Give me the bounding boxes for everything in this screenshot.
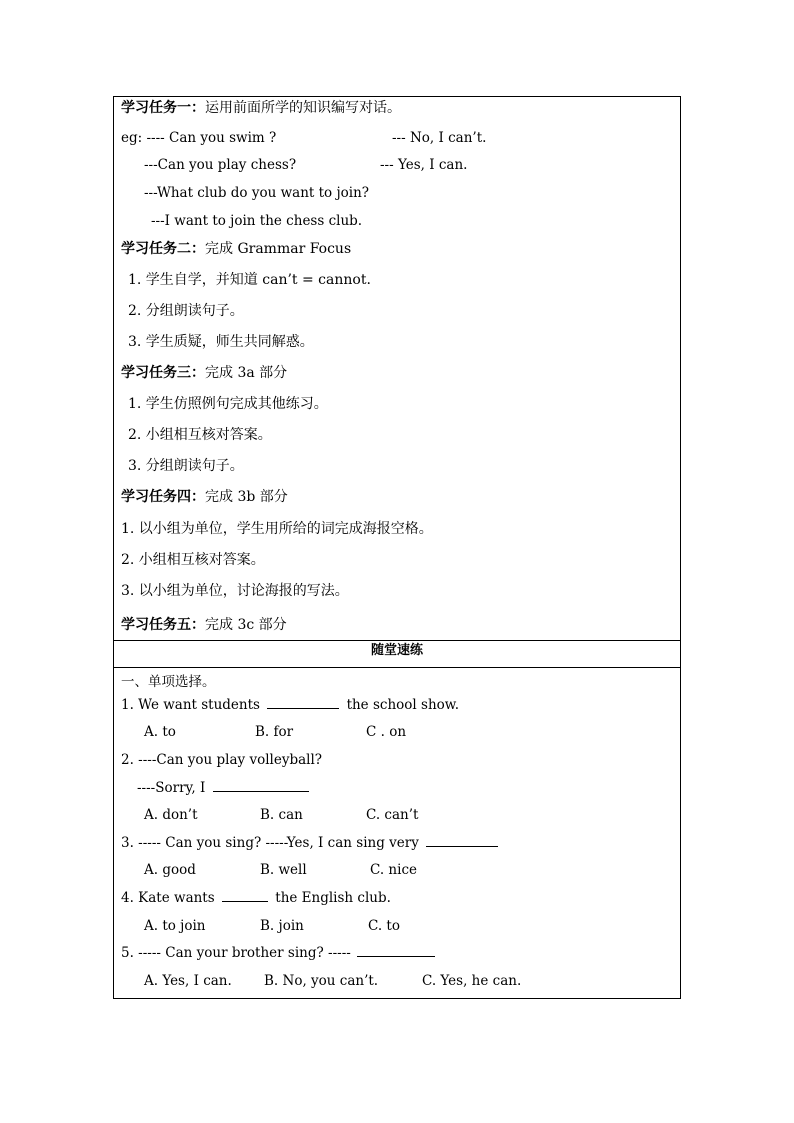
list-item: 3. 分组朗读句子。 [128,458,244,474]
option[interactable]: A. good [144,862,196,878]
answer-blank[interactable] [426,834,498,847]
question-2-reply [137,779,309,797]
question-1 [121,696,459,714]
answer-blank[interactable] [357,944,435,957]
option[interactable]: C. nice [370,862,417,878]
task2-desc: 完成 Grammar Focus [205,241,352,257]
question-text: 5. ----- Can your brother sing? ----- [121,945,351,961]
option[interactable]: A. don’t [144,807,198,823]
question-4 [121,889,391,907]
list-item: 1. 学生自学，并知道 can’t = cannot. [128,272,371,288]
question-text: the school show. [346,697,460,713]
task4-desc: 完成 3b 部分 [205,489,288,505]
practice-heading: 随堂速练 [370,643,423,658]
question-2: 2. ----Can you play volleyball? [121,752,323,768]
list-item: 3. 以小组为单位，讨论海报的写法。 [121,583,349,599]
question-5 [121,944,435,962]
list-item: 2. 分组朗读句子。 [128,303,244,319]
option[interactable]: B. join [260,918,304,934]
row-divider [114,667,680,668]
dialog-line: --- No, I can’t. [392,130,487,146]
option[interactable]: C. to [368,918,400,934]
question-text: the English club. [275,890,391,906]
answer-blank[interactable] [267,696,339,709]
question-3 [121,834,498,852]
task5-heading [121,616,287,634]
option[interactable]: B. for [255,724,294,740]
task1-desc: 运用前面所学的知识编写对话。 [205,100,401,116]
option[interactable]: A. to [144,724,176,740]
list-item: 3. 学生质疑，师生共同解惑。 [128,334,314,350]
task4-heading [121,488,288,506]
task5-title: 学习任务五： [121,617,205,633]
row-divider [114,640,680,641]
section-title: 一、单项选择。 [121,674,216,690]
task4-title: 学习任务四： [121,489,205,505]
task3-desc: 完成 3a 部分 [205,365,288,381]
task3-title: 学习任务三： [121,365,205,381]
task5-desc: 完成 3c 部分 [205,617,287,633]
list-item: 1. 学生仿照例句完成其他练习。 [128,396,328,412]
option[interactable]: A. to join [144,918,206,934]
option[interactable]: B. No, you can’t. [264,973,379,989]
question-text: 1. We want students [121,697,260,713]
list-item: 2. 小组相互核对答案。 [128,427,272,443]
dialog-line: --- Yes, I can. [380,157,468,173]
task2-title: 学习任务二： [121,241,205,257]
option[interactable]: C. can’t [366,807,419,823]
task1-heading [121,99,401,117]
option[interactable]: C. Yes, he can. [422,973,522,989]
answer-blank[interactable] [213,779,309,792]
dialog-line: ---What club do you want to join? [144,185,370,201]
option[interactable]: B. well [260,862,307,878]
question-text: ----Sorry, I [137,780,206,796]
option[interactable]: B. can [260,807,303,823]
dialog-line: ---I want to join the chess club. [151,213,363,229]
task2-heading [121,240,351,258]
option[interactable]: A. Yes, I can. [144,973,232,989]
question-text: 3. ----- Can you sing? -----Yes, I can sing very [121,835,419,851]
question-text: 4. Kate wants [121,890,215,906]
answer-blank[interactable] [222,889,268,902]
dialog-line: ---Can you play chess? [144,157,297,173]
option[interactable]: C . on [366,724,407,740]
list-item: 2. 小组相互核对答案。 [121,552,265,568]
dialog-line: eg: ---- Can you swim ? [121,130,277,146]
list-item: 1. 以小组为单位，学生用所给的词完成海报空格。 [121,521,433,537]
task3-heading [121,364,287,382]
task1-title: 学习任务一： [121,100,205,116]
